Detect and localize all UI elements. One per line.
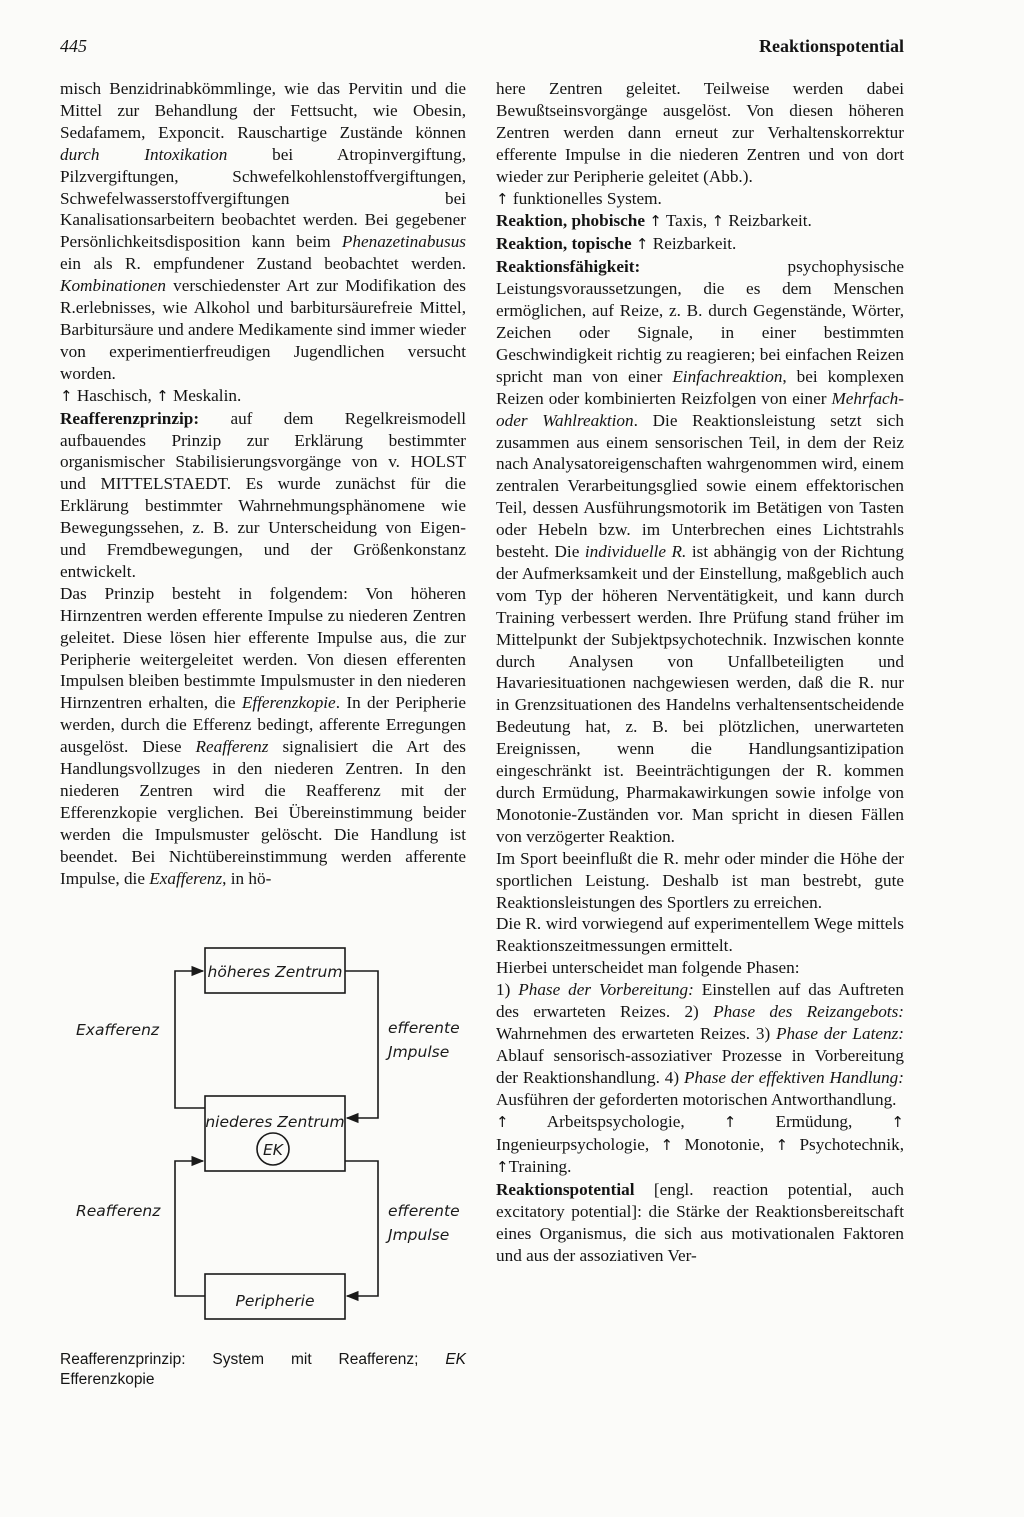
text: [engl. reaction potential, auch excitatory potential]: die Stärke der Reaktionsbereitschaft eines Organismus, die sich aus motivationalen Faktoren und aus der assoziativen Ver- bbox=[496, 1180, 904, 1266]
text: Reizbarkeit. bbox=[724, 211, 812, 231]
diagram-svg bbox=[60, 936, 470, 1351]
up-arrow-icon: ↑ bbox=[891, 1112, 904, 1131]
up-arrow-icon: ↑ bbox=[649, 212, 662, 231]
arrow-efferente-impulse-2 bbox=[345, 1161, 378, 1296]
figure-caption bbox=[60, 1350, 466, 1390]
up-arrow-icon: ↑ bbox=[723, 1112, 737, 1131]
text: Reizbarkeit. bbox=[648, 234, 737, 254]
left-column bbox=[60, 78, 466, 890]
up-arrow-icon: ↑ bbox=[496, 189, 509, 208]
label-impulse-1: Jmpulse bbox=[388, 1043, 450, 1061]
caption-emphasis: EK bbox=[445, 1351, 466, 1368]
entry-term: Reaktion, phobische bbox=[496, 211, 645, 231]
cross-references bbox=[496, 188, 904, 211]
up-arrow-icon: ↑ bbox=[156, 386, 169, 405]
running-head: Reaktionspotential bbox=[758, 36, 904, 56]
page-number: 445 bbox=[60, 36, 87, 56]
reafferenz-diagram bbox=[60, 936, 470, 1351]
emphasis: durch Intoxikation bbox=[60, 144, 228, 164]
text: ein als R. empfundener Zustand beobachtet werden. bbox=[60, 254, 466, 274]
entry-term: Reaktion, topische bbox=[496, 234, 632, 254]
entry-reaktionspotential bbox=[496, 1179, 904, 1267]
up-arrow-icon: ↑ bbox=[660, 1135, 674, 1154]
up-arrow-icon: ↑ bbox=[496, 1112, 509, 1131]
text: Das Prinzip besteht in folgendem: Von höheren Hirnzentren werden efferente Impulse zu niederen Zentren geleitet. Diese lösen hier efferente Impulse aus, die zur Peripherie weitergeleitet werden. Von diesen efferenten Impulsen bleiben bestimmte Impulsmuster in den niederen Hirnzentren erhalten, die bbox=[60, 583, 466, 713]
text: Ausführen der geforderten motorischen Antworthandlung. bbox=[496, 1089, 897, 1109]
arrow-reafferenz bbox=[175, 1161, 205, 1296]
up-arrow-icon: ↑ bbox=[60, 386, 73, 405]
text: . Die Reaktionsleistung setzt sich zusammen aus einem sensorischen Teil, in dem der Reiz nach Analysatoreigenschaften wahrgenommen wird, einem zentralen Verarbeitungsglied sowie einem effektorischen Teil, dessen Ausführungsmotorik im Betätigen von Tasten oder Hebeln bzw. im Unterbrechen eines Lichtstrahls besteht. Die bbox=[496, 410, 904, 562]
emphasis: Einfachreaktion bbox=[672, 366, 783, 386]
caption-text: Reafferenzprinzip: System mit Reafferenz; bbox=[60, 1351, 446, 1368]
text: Monotonie, bbox=[673, 1134, 776, 1154]
text: bei Atropinvergiftung, Pilzvergiftungen, Schwefelkohlenstoffvergiftungen, Schwefelwasserstoffvergiftungen bei Kanalisationsarbeitern beobachtet werden. Bei gegebener Persönlichkeitsdisposition kann beim bbox=[60, 144, 466, 252]
emphasis: Phase der Vorbereitung: bbox=[518, 980, 694, 1000]
text: misch Benzidrinabkömmlinge, wie das Pervitin und die Mittel zur Behandlung der Fettsucht, wie Obesin, Sedafamem, Exponcit. Rauschartige Zustände können bbox=[60, 79, 466, 142]
text: Wahrnehmen des erwarteten Reizes. 3) bbox=[496, 1023, 776, 1043]
label-hoeheres-zentrum: höheres Zentrum bbox=[207, 963, 343, 981]
emphasis: Mehrfach- oder Wahlreaktion bbox=[496, 388, 904, 430]
emphasis: Phenazetinabusus bbox=[341, 232, 466, 252]
label-ek: EK bbox=[263, 1141, 283, 1159]
label-peripherie: Peripherie bbox=[235, 1292, 315, 1310]
emphasis: Kombinationen bbox=[60, 276, 166, 296]
text: Arbeitspsychologie, bbox=[508, 1111, 724, 1131]
paragraph-phasen-intro bbox=[496, 957, 904, 979]
text: psychophysische Leistungsvoraussetzungen, die es dem Menschen ermöglichen, auf Reize, z. B. durch Gegenstände, Wörter, Zeichen oder Signale, in einer bestimmten Geschwindigkeit richtig zu reagieren; bei einfachen Reizen spricht man von einer bbox=[496, 257, 904, 386]
paragraph-sport bbox=[496, 848, 904, 914]
text: funktionelles System. bbox=[508, 188, 662, 208]
paragraph-rauschzustaende bbox=[60, 78, 466, 385]
text: ist abhängig von der Richtung der Aufmerksamkeit und der Einstellung, maßgeblich auch vom Typ der höheren Nerventätigkeit, und kann durch Training verbessert werden. Ihre Prüfung stand früher im Mittelpunkt der Subjektpsychotechnik. Inzwischen konnte durch Analysen von Unfallbeteiligten und Havariesituationen nachgewiesen werden, daß die R. nur in Grenzsituationen des Handelns verhaltensentscheidende Bedeutung hat, z. B. bei plötzlichen, unerwarteten Ereignissen, wenn die Handlungsantizipation eingeschränkt ist. Beeinträchtigungen der R. kommen durch Ermüdung, Pharmakawirkungen sowie infolge von Monotonie-Zuständen vor. Man spricht in diesen Fällen von verzögerter Reaktion. bbox=[496, 542, 904, 846]
paragraph-messung bbox=[496, 913, 904, 957]
emphasis: Reafferenz bbox=[195, 737, 269, 757]
entry-term: Reaktionsfähigkeit: bbox=[496, 257, 641, 277]
text: , bei komplexen Reizen oder kombinierten Reizfolgen von einer bbox=[496, 366, 904, 408]
text: here Zentren geleitet. Teilweise werden dabei Bewußtseinsvorgänge ausgelöst. Von diesen höheren Zentren werden dann erneut zur Verhaltenskorrektur efferente Impulse in die niederen Zentren und von dort wieder zur Peripherie geleitet (Abb.). bbox=[496, 79, 904, 186]
up-arrow-icon: ↑ bbox=[635, 235, 649, 254]
text: 1) bbox=[496, 980, 519, 1000]
text: Meskalin. bbox=[168, 385, 242, 405]
entry-reaktion-topische bbox=[496, 233, 904, 256]
entry-term: Reaktionspotential bbox=[496, 1180, 635, 1200]
text: Hierbei unterscheidet man folgende Phasen: bbox=[496, 958, 800, 978]
cross-references bbox=[60, 385, 466, 408]
up-arrow-icon: ↑ bbox=[711, 212, 725, 231]
emphasis: Phase der Latenz: bbox=[775, 1023, 904, 1043]
arrow-efferente-impulse-1 bbox=[345, 971, 378, 1118]
text: auf dem Regelkreismodell aufbauendes Prinzip zur Erklärung bestimmter organismischer Stabilisierungsvorgänge von v. HOLST und MITTELSTAEDT. Es wurde zunächst für die Erklärung bestimmter Wahrnehmungsphänomene wie Bewegungssehen, z. B. zur Unterscheidung von Eigen- und Fremdbewegungen, und der Größenkonstanz entwickelt. bbox=[60, 408, 466, 581]
paragraph-continuation bbox=[496, 78, 904, 188]
emphasis: Efferenzkopie bbox=[241, 693, 336, 713]
right-column bbox=[496, 78, 904, 1267]
text: Haschisch, bbox=[72, 385, 157, 405]
label-efferente-2: efferente bbox=[388, 1202, 460, 1220]
text: Im Sport beeinflußt die R. mehr oder minder die Höhe der sportlichen Leistung. Deshalb ist man bestrebt, gute Reaktionsleistungen des Sportlers zu erreichen. bbox=[496, 848, 904, 912]
caption-text: Efferenzkopie bbox=[60, 1371, 155, 1388]
label-impulse-2: Jmpulse bbox=[388, 1226, 450, 1244]
text: Psychotechnik, bbox=[788, 1134, 904, 1154]
text: Training. bbox=[508, 1157, 572, 1177]
entry-term: Reafferenzprinzip: bbox=[60, 408, 200, 428]
entry-reaktion-phobische bbox=[496, 210, 904, 233]
label-efferente-1: efferente bbox=[388, 1019, 460, 1037]
text: , in hö- bbox=[222, 868, 272, 888]
text: Taxis, bbox=[661, 211, 712, 231]
paragraph-prinzip bbox=[60, 583, 466, 890]
label-reafferenz: Reafferenz bbox=[76, 1202, 161, 1220]
text: Ablauf sensorisch-assoziativer Prozesse in Vorbereitung der Reaktionshandlung. 4) bbox=[496, 1045, 904, 1087]
text: Einstellen auf das Auftreten des erwarteten Reizes. 2) bbox=[496, 980, 905, 1022]
emphasis: Exafferenz bbox=[149, 868, 223, 888]
emphasis: Phase des Reizangebots: bbox=[713, 1002, 904, 1022]
entry-reafferenzprinzip bbox=[60, 408, 466, 583]
text: . In der Peripherie werden, durch die Efferenz bedingt, afferente Erregungen ausgelöst. Diese bbox=[60, 693, 466, 757]
text: signalisiert die Art des Handlungsvollzuges in den niederen Zentren. In den niederen Zentren wird die Reafferenz mit der Efferenzkopie verglichen. Bei Übereinstimmung beider werden die Impulsmuster gelöscht. Die Handlung ist beendet. Bei Nichtübereinstimmung werden afferente Impulse, die bbox=[60, 737, 466, 888]
emphasis: individuelle R. bbox=[584, 542, 687, 562]
text: Die R. wird vorwiegend auf experimentellem Wege mittels Reaktionszeitmessungen ermittelt. bbox=[496, 914, 904, 956]
arrow-exafferenz bbox=[175, 971, 205, 1108]
emphasis: Phase der effektiven Handlung: bbox=[684, 1067, 904, 1087]
label-niederes-zentrum: niederes Zentrum bbox=[205, 1113, 345, 1131]
cross-references bbox=[496, 1111, 904, 1180]
text: Ingenieurpsychologie, bbox=[496, 1134, 661, 1154]
text: Ermüdung, bbox=[736, 1111, 892, 1131]
label-exafferenz: Exafferenz bbox=[76, 1021, 160, 1039]
text: verschiedenster Art zur Modifikation des R.erlebnisses, wie Alkohol und barbitursäurefreie Mittel, Barbitursäure und andere Medikamente sind immer wieder von experimentierfreudigen Jugendlichen versucht worden. bbox=[60, 276, 466, 383]
up-arrow-icon: ↑ bbox=[496, 1158, 509, 1177]
entry-reaktionsfaehigkeit bbox=[496, 256, 904, 847]
paragraph-phasen bbox=[496, 979, 904, 1110]
up-arrow-icon: ↑ bbox=[775, 1135, 789, 1154]
